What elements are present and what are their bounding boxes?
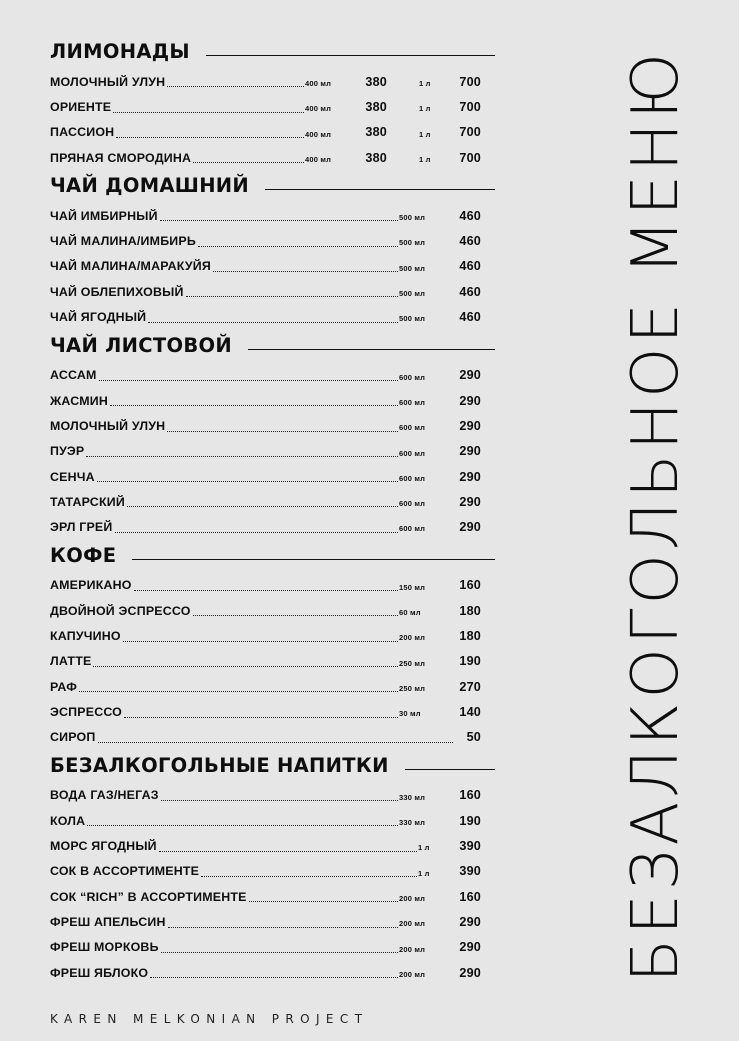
menu-item-row bbox=[50, 514, 495, 539]
item-price-large: 700 bbox=[459, 74, 481, 89]
dot-leader bbox=[193, 162, 304, 163]
item-price: 460 bbox=[459, 234, 481, 249]
item-price: 180 bbox=[459, 628, 481, 643]
dot-leader bbox=[123, 641, 398, 642]
menu-item-row bbox=[50, 909, 495, 934]
menu-item-row bbox=[50, 363, 495, 388]
item-name: СИРОП bbox=[50, 730, 96, 745]
item-volume: 250 мл bbox=[399, 658, 426, 668]
section-heading bbox=[50, 752, 495, 779]
menu-item-row bbox=[50, 439, 495, 464]
item-price: 270 bbox=[459, 679, 481, 694]
item-volume: 600 мл bbox=[399, 448, 426, 458]
item-price: 380 bbox=[365, 125, 387, 140]
item-price: 140 bbox=[459, 704, 481, 719]
dot-leader bbox=[134, 590, 398, 591]
item-volume: 400 мл bbox=[305, 79, 332, 88]
menu-item-row bbox=[50, 304, 495, 329]
item-volume: 600 мл bbox=[399, 372, 426, 382]
item-volume: 500 мл bbox=[399, 263, 426, 273]
item-name: СЕНЧА bbox=[50, 469, 95, 484]
dot-leader bbox=[249, 901, 398, 902]
item-name: АССАМ bbox=[50, 368, 97, 383]
item-name: МОЛОЧНЫЙ УЛУН bbox=[50, 74, 166, 89]
item-name: ЛАТТЕ bbox=[50, 654, 92, 669]
menu-item-row bbox=[50, 725, 495, 750]
item-name: МОРС ЯГОДНЫЙ bbox=[50, 839, 157, 854]
item-volume: 600 мл bbox=[399, 524, 426, 534]
item-price: 290 bbox=[459, 368, 481, 383]
item-volume-large: 1 л bbox=[419, 104, 431, 114]
dot-leader bbox=[150, 977, 398, 978]
item-volume: 1 л bbox=[418, 843, 430, 853]
menu-item-row bbox=[50, 935, 495, 960]
item-name: ПРЯНАЯ СМОРОДИНА bbox=[50, 150, 192, 165]
item-name: ЧАЙ ОБЛЕПИХОВЫЙ bbox=[50, 284, 184, 299]
item-name: ДВОЙНОЙ ЭСПРЕССО bbox=[50, 603, 191, 618]
item-name: АМЕРИКАНО bbox=[50, 578, 132, 593]
item-price: 160 bbox=[459, 578, 481, 593]
menu-title-text: БЕЗАЛКОГОЛЬНОЕ МЕНЮ bbox=[619, 48, 693, 983]
item-volume: 330 мл bbox=[399, 818, 426, 828]
section-heading bbox=[50, 38, 495, 65]
dot-leader bbox=[148, 322, 398, 323]
dot-leader bbox=[127, 506, 398, 507]
item-price-large: 700 bbox=[459, 99, 481, 114]
dot-leader bbox=[86, 456, 398, 457]
dot-leader bbox=[193, 615, 398, 616]
dot-leader bbox=[113, 112, 304, 113]
item-price: 290 bbox=[459, 940, 481, 955]
item-name: РАФ bbox=[50, 679, 77, 694]
item-price: 190 bbox=[459, 813, 481, 828]
heading-rule bbox=[265, 189, 495, 190]
section-heading-text: БЕЗАЛКОГОЛЬНЫЕ НАПИТКИ bbox=[50, 753, 389, 777]
item-price-large: 700 bbox=[459, 150, 481, 165]
dot-leader bbox=[167, 86, 304, 87]
dot-leader bbox=[116, 137, 304, 138]
item-price: 290 bbox=[459, 393, 481, 408]
section-leaf-tea bbox=[50, 332, 495, 540]
item-price: 290 bbox=[459, 418, 481, 433]
item-volume: 200 мл bbox=[399, 633, 426, 643]
menu-item-row bbox=[50, 279, 495, 304]
item-price-large: 700 bbox=[459, 125, 481, 140]
menu-item-row bbox=[50, 783, 495, 808]
item-price: 290 bbox=[459, 469, 481, 484]
item-volume: 400 мл bbox=[305, 154, 332, 164]
item-volume: 150 мл bbox=[399, 582, 426, 592]
item-price: 380 bbox=[365, 74, 387, 89]
menu-item-row bbox=[50, 489, 495, 514]
menu-item-row bbox=[50, 203, 495, 228]
dot-leader bbox=[201, 876, 417, 877]
item-volume: 200 мл bbox=[399, 969, 426, 979]
item-price: 180 bbox=[459, 603, 481, 618]
item-name: СОК “RICH” В АССОРТИМЕНТЕ bbox=[50, 889, 247, 904]
item-price: 50 bbox=[466, 730, 481, 745]
dot-leader bbox=[160, 220, 398, 221]
heading-rule bbox=[132, 559, 495, 560]
section-heading bbox=[50, 542, 495, 569]
item-volume: 600 мл bbox=[399, 397, 426, 407]
menu-item-row bbox=[50, 464, 495, 489]
item-volume: 600 мл bbox=[399, 423, 426, 433]
item-price: 460 bbox=[459, 310, 481, 325]
heading-rule bbox=[405, 769, 495, 770]
menu-item-row bbox=[50, 120, 495, 145]
item-name: МОЛОЧНЫЙ УЛУН bbox=[50, 418, 166, 433]
dot-leader bbox=[98, 742, 453, 743]
item-name: ФРЕШ ЯБЛОКО bbox=[50, 965, 149, 980]
item-volume: 60 мл bbox=[399, 608, 421, 618]
item-price: 380 bbox=[365, 99, 387, 114]
item-volume-large: 1 л bbox=[419, 154, 431, 164]
item-price: 380 bbox=[365, 150, 387, 165]
item-name: ЧАЙ МАЛИНА/ИМБИРЬ bbox=[50, 234, 196, 249]
item-volume: 1 л bbox=[418, 868, 430, 878]
item-volume: 500 мл bbox=[399, 213, 426, 223]
dot-leader bbox=[213, 271, 398, 272]
item-name: ЭРЛ ГРЕЙ bbox=[50, 520, 113, 535]
dot-leader bbox=[161, 952, 398, 953]
item-volume: 200 мл bbox=[399, 919, 426, 929]
item-price: 390 bbox=[459, 864, 481, 879]
menu-title bbox=[610, 38, 702, 993]
menu-item-row bbox=[50, 573, 495, 598]
menu-item-row bbox=[50, 94, 495, 119]
item-volume: 250 мл bbox=[399, 683, 426, 693]
item-price: 190 bbox=[459, 654, 481, 669]
item-name: КОЛА bbox=[50, 813, 86, 828]
menu-item-row bbox=[50, 254, 495, 279]
item-price: 290 bbox=[459, 520, 481, 535]
dot-leader bbox=[124, 717, 398, 718]
dot-leader bbox=[115, 532, 398, 533]
item-volume: 600 мл bbox=[399, 473, 426, 483]
dot-leader bbox=[167, 431, 398, 432]
dot-leader bbox=[93, 666, 398, 667]
menu-item-row bbox=[50, 623, 495, 648]
item-volume: 30 мл bbox=[399, 709, 421, 719]
dot-leader bbox=[110, 405, 398, 406]
item-price: 460 bbox=[459, 259, 481, 274]
item-volume-large: 1 л bbox=[419, 129, 431, 139]
menu-item-row bbox=[50, 228, 495, 253]
section-heading-text: ЧАЙ ДОМАШНИЙ bbox=[50, 174, 250, 198]
item-name: ОРИЕНТЕ bbox=[50, 99, 112, 114]
dot-leader bbox=[161, 800, 398, 801]
item-volume: 330 мл bbox=[399, 792, 426, 802]
item-volume: 200 мл bbox=[399, 944, 426, 954]
item-volume: 500 мл bbox=[399, 289, 426, 299]
section-heading-text: ЧАЙ ЛИСТОВОЙ bbox=[50, 333, 233, 357]
menu-item-row bbox=[50, 649, 495, 674]
dot-leader bbox=[168, 927, 398, 928]
menu-list bbox=[50, 38, 495, 987]
item-price: 460 bbox=[459, 208, 481, 223]
item-name: ЧАЙ ИМБИРНЫЙ bbox=[50, 208, 158, 223]
menu-item-row bbox=[50, 598, 495, 623]
item-name: ЖАСМИН bbox=[50, 393, 108, 408]
section-heading bbox=[50, 332, 495, 359]
section-heading-text: ЛИМОНАДЫ bbox=[50, 40, 190, 63]
item-name: КАПУЧИНО bbox=[50, 628, 121, 643]
menu-item-row bbox=[50, 145, 495, 170]
item-name: ТАТАРСКИЙ bbox=[50, 494, 125, 509]
menu-item-row bbox=[50, 960, 495, 985]
item-name: ВОДА ГАЗ/НЕГАЗ bbox=[50, 788, 159, 803]
menu-item-row bbox=[50, 833, 495, 858]
item-name: ФРЕШ МОРКОВЬ bbox=[50, 940, 159, 955]
item-name: ПАССИОН bbox=[50, 125, 115, 140]
item-price: 290 bbox=[459, 494, 481, 509]
section-soft-drinks bbox=[50, 752, 495, 985]
menu-item-row bbox=[50, 884, 495, 909]
footer-credit: KAREN MELKONIAN PROJECT bbox=[50, 1012, 369, 1026]
item-price: 390 bbox=[459, 839, 481, 854]
dot-leader bbox=[198, 246, 398, 247]
section-heading bbox=[50, 172, 495, 199]
item-name: ФРЕШ АПЕЛЬСИН bbox=[50, 914, 166, 929]
dot-leader bbox=[97, 481, 398, 482]
item-volume-large: 1 л bbox=[419, 79, 431, 88]
menu-item-row bbox=[50, 808, 495, 833]
heading-rule bbox=[206, 55, 495, 56]
section-coffee bbox=[50, 542, 495, 750]
dot-leader bbox=[79, 691, 398, 692]
section-heading-text: КОФЕ bbox=[50, 543, 117, 567]
item-name: ЧАЙ МАЛИНА/МАРАКУЙЯ bbox=[50, 259, 211, 274]
item-price: 290 bbox=[459, 965, 481, 980]
item-price: 160 bbox=[459, 889, 481, 904]
item-volume: 400 мл bbox=[305, 104, 332, 114]
menu-item-row bbox=[50, 69, 495, 94]
item-volume: 500 мл bbox=[399, 238, 426, 248]
dot-leader bbox=[186, 296, 398, 297]
item-volume: 600 мл bbox=[399, 499, 426, 509]
item-name: ЧАЙ ЯГОДНЫЙ bbox=[50, 310, 147, 325]
item-volume: 200 мл bbox=[399, 894, 426, 904]
item-price: 290 bbox=[459, 914, 481, 929]
item-name: СОК В АССОРТИМЕНТЕ bbox=[50, 864, 200, 879]
item-name: ПУЭР bbox=[50, 444, 85, 459]
dot-leader bbox=[87, 825, 398, 826]
heading-rule bbox=[248, 349, 495, 350]
menu-item-row bbox=[50, 859, 495, 884]
item-name: ЭСПРЕССО bbox=[50, 704, 123, 719]
menu-item-row bbox=[50, 699, 495, 724]
item-volume: 400 мл bbox=[305, 129, 332, 139]
menu-item-row bbox=[50, 413, 495, 438]
menu-item-row bbox=[50, 674, 495, 699]
section-home-tea bbox=[50, 172, 495, 329]
dot-leader bbox=[159, 851, 417, 852]
item-volume: 500 мл bbox=[399, 314, 426, 324]
menu-item-row bbox=[50, 388, 495, 413]
item-price: 460 bbox=[459, 284, 481, 299]
section-lemonades bbox=[50, 38, 495, 170]
dot-leader bbox=[99, 380, 398, 381]
item-price: 160 bbox=[459, 788, 481, 803]
item-price: 290 bbox=[459, 444, 481, 459]
